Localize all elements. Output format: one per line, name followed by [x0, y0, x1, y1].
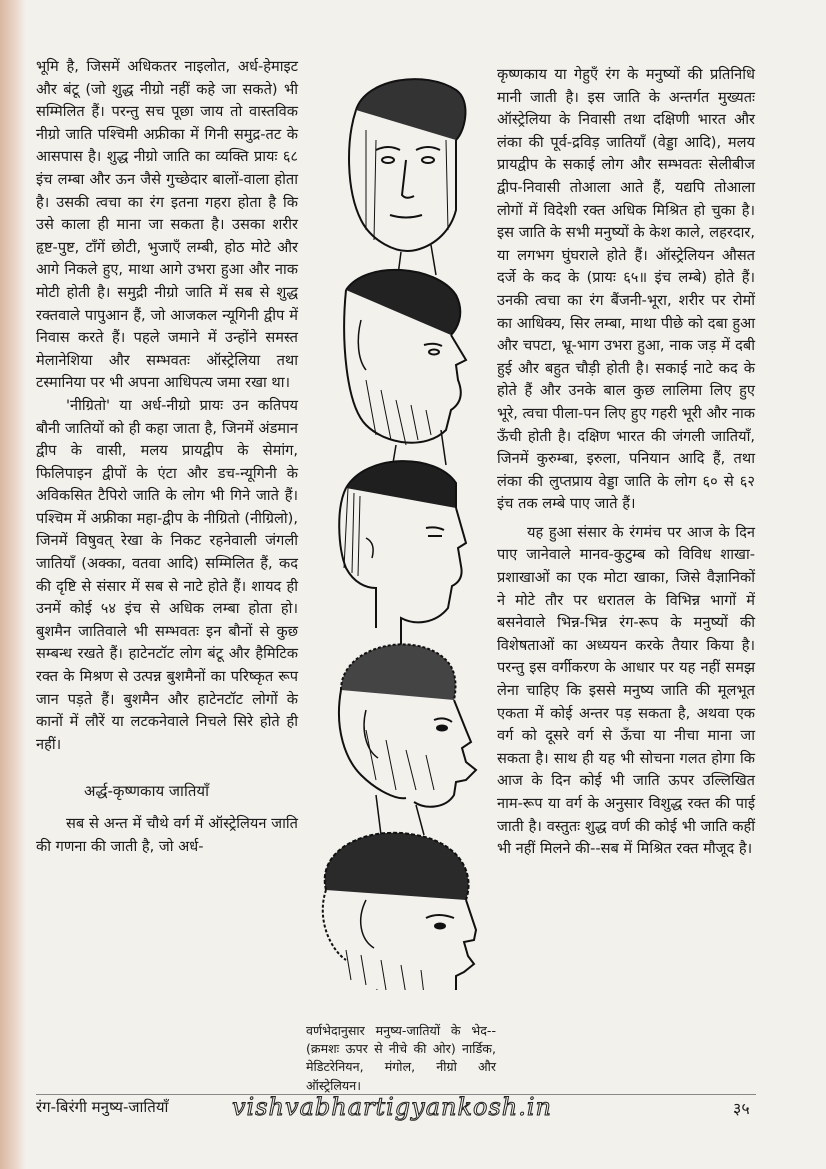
left-paragraph-1: भूमि है, जिसमें अधिकतर नाइलोत, अर्ध-हेमाइट और बंटू (जो शुद्ध नीग्रो नहीं कहे जा सकते) भी सम्मिलित हैं। परन्तु सच पूछा जाय तो वास्तविक नीग्रो जाति पश्चिमी अफ्रीका में गिनी समुद्र-तट के आसपास है। शुद्ध नीग्रो जाति का व्यक्ति प्रायः ६८ इंच लम्बा और ऊन जैसे गुच्छेदार बालों-वाला होता है। उसकी त्वचा का रंग इतना गहरा होता है कि उसे काला ही माना जा सकता है। उसका शरीर हृष्ट-पुष्ट, टाँगें छोटी, भुजाएँ लम्बी, होठ मोटे और आगे निकले हुए, माथा आगे उभरा हुआ और नाक मोटी होती है। समुद्री नीग्रो जाति में सब से शुद्ध रक्तवाले पापुआन हैं, जो आजकल न्यूगिनी द्वीप में निवास करते हैं। पहले जमाने में उन्होंने समस्त मेलानेशिया और सम्भवतः ऑस्ट्रेलिया तथा टस्मानिया पर भी अपना आधिपत्य जमा रखा था। — [36, 58, 298, 392]
figure-caption: वर्णभेदानुसार मनुष्य-जातियों के भेद--(क्रमशः ऊपर से नीचे की ओर) नार्डिक, मेडिटरेनियन, मंगोल, नीग्रो और ऑस्ट्रेलियन। — [306, 1023, 496, 1093]
left-closing-paragraph: सब से अन्त में चौथे वर्ग में ऑस्ट्रेलियन जाति की गणना की जाती है, जो अर्ध- — [36, 815, 298, 855]
right-paragraph-1: कृष्णकाय या गेहुएँ रंग के मनुष्यों की प्रतिनिधि मानी जाती है। इस जाति के अन्तर्गत मुख्यतः ऑस्ट्रेलिया के निवासी तथा दक्षिणी भारत और लंका की पूर्व-द्रविड़ जातियाँ (वेड्डा आदि), मलय प्रायद्वीप के सकाई लोग और सम्भवतः सेलीबीज द्वीप-निवासी तोआला आते हैं, यद्यपि तोआला लोगों में विदेशी रक्त अधिक मिश्रित हो चुका है। इस जाति के सभी मनुष्यों के केश काले, लहरदार, या लगभग घुंघराले होते हैं। ऑस्ट्रेलियन औसत दर्जे के कद के (प्रायः ६५॥ इंच लम्बे) होते हैं। उनकी त्वचा का रंग बैंजनी-भूरा, शरीर पर रोमों का आधिक्य, सिर लम्बा, माथा पीछे को दबा हुआ और चपटा, भ्रू-भाग उभरा हुआ, नाक जड़ में दबी हुई और बहुत चौड़ी होती है। सकाई नाटे कद के होते हैं और उनके बाल कुछ लालिमा लिए हुए भूरे, त्वचा पीला-पन लिए हुए गहरी भूरी और नाक ऊँची होती है। दक्षिण भारत की जंगली जातियाँ, जिनमें कुरुम्बा, इरुला, पनियान आदि हैं, तथा लंका की लुप्तप्राय वेड्डा जाति के लोग ६० से ६२ इंच तक लम्बे पाए जाते हैं। — [497, 66, 755, 513]
mongol-head-icon — [339, 461, 466, 648]
running-title: रंग-बिरंगी मनुष्य-जातियाँ — [36, 1098, 169, 1116]
page-number: ३५ — [733, 1099, 750, 1118]
left-column — [36, 56, 298, 858]
race-heads-illustration — [306, 70, 492, 990]
left-paragraph-2: 'नीग्रितो' या अर्ध-नीग्रो प्रायः उन कतिपय बौनी जातियों को ही कहा जाता है, जिनमें अंडमान द्वीप के वासी, मलय प्रायद्वीप के सेमांग, फिलिपाइन द्वीपों के एंटा और डच-न्यूगिनी के अविकसित टैपिरो जाति के लोग भी गिने जाते हैं। पश्चिम में अफ्रीका महा-द्वीप के नीग्रितो (नीग्रिलो), जिनमें विषुवत् रेखा के निकट रहनेवाली जंगली जातियाँ (अक्का, वतवा आदि) सम्मिलित हैं, कद की दृष्टि से संसार में सब से नाटे होते हैं। शायद ही उनमें कोई ५४ इंच से अधिक लम्बा होता हो। बुशमैन जातिवाले भी सम्भवतः इन बौनों से कुछ सम्बन्ध रखते हैं। हाटेनटॉट लोग बंटू और हैमिटिक रक्त के मिश्रण से उत्पन्न बुशमैनों का परिष्कृत रूप जान पड़ते हैं। बुशमैन और हाटेनटॉट लोगों के कानों में लौरें या लटकनेवाले निचले सिरे होते ही नहीं। — [36, 396, 298, 753]
right-paragraph-2: यह हुआ संसार के रंगमंच पर आज के दिन पाए जानेवाले मानव-कुटुम्ब को विविध शाखा-प्रशाखाओं का एक मोटा खाका, जिसे वैज्ञानिकों ने मोटे तौर पर धरातल के विभिन्न भागों में बसनेवाले भिन्न-भिन्न रंग-रूप के मनुष्यों की विशेषताओं का अध्ययन करके तैयार किया है। परन्तु इस वर्गीकरण के आधार पर यह नहीं समझ लेना चाहिए कि इससे मनुष्य जाति की मूलभूत एकता में कोई अन्तर पड़ सकता है, अथवा एक वर्ग को दूसरे वर्ग से ऊँचा या नीचा माना जा सकता है। साथ ही यह भी सोचना गलत होगा कि आज के दिन कोई भी जाति ऊपर उल्लिखित नाम-रूप या वर्ग के अनुसार विशुद्ध रक्त की पाई जाती है। वस्तुतः शुद्ध वर्ण की कोई भी जाति कहीं भी नहीं मिलने की--सब में मिश्रित रक्त मौजूद है। — [497, 523, 755, 858]
section-subheading: अर्द्ध-कृष्णकाय जातियाँ — [84, 782, 209, 801]
australian-head-icon — [323, 833, 476, 990]
negro-head-icon — [339, 644, 476, 835]
page-edge-shadow — [0, 0, 26, 1169]
mediterranean-head-icon — [344, 270, 466, 475]
nordic-head-icon — [349, 79, 465, 275]
site-watermark: vishvabhartigyankosh.in — [232, 1093, 553, 1121]
right-column — [497, 64, 755, 861]
